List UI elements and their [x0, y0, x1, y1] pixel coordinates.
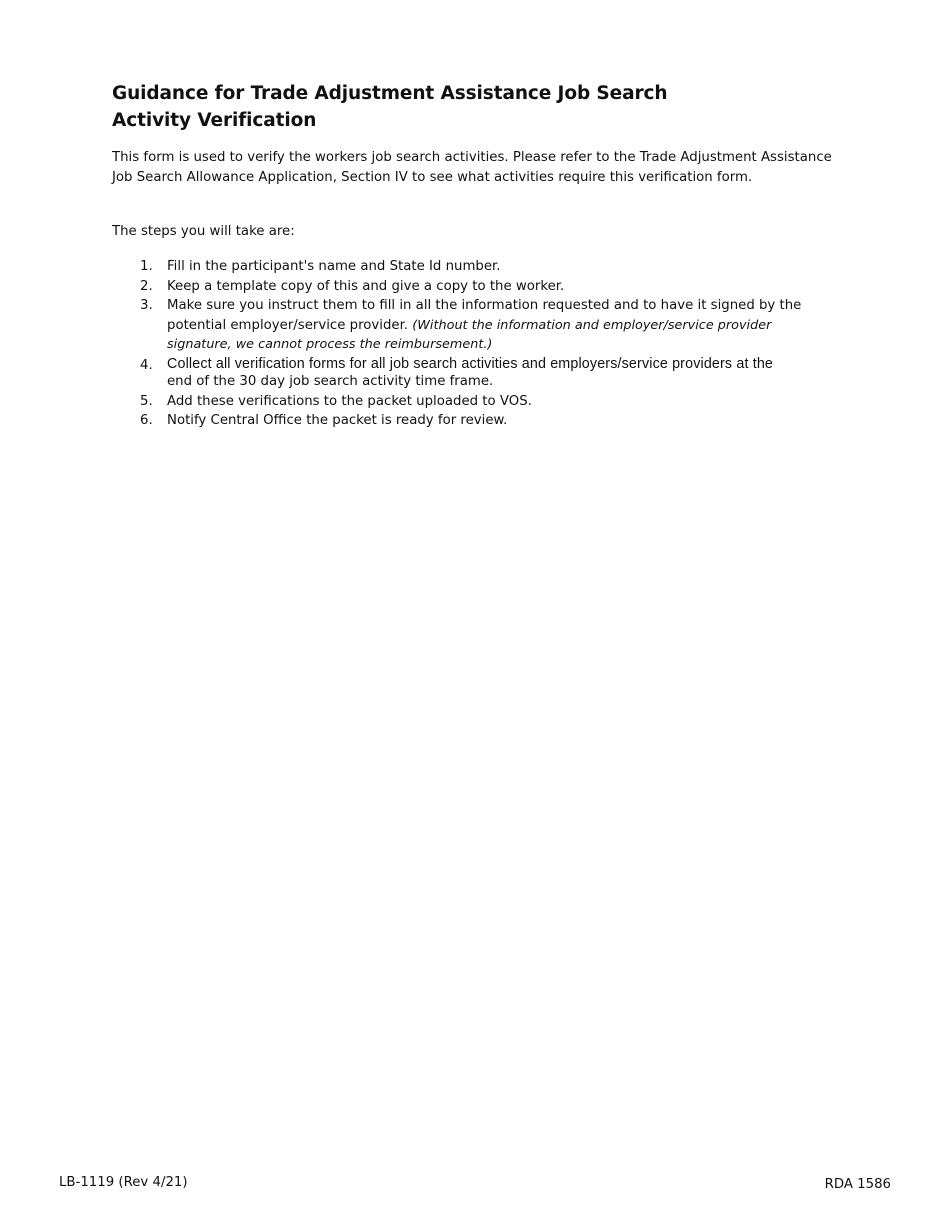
step-number: 6. — [140, 413, 153, 428]
step-note: (Without the information and employer/service provider signature, we cannot process the reimbursement.) — [167, 317, 772, 352]
step-text: Notify Central Office the packet is ready for review. — [167, 413, 508, 428]
page-title-line-1: Guidance for Trade Adjustment Assistance Job Search — [112, 83, 668, 104]
intro-paragraph: This form is used to verify the workers job search activities. Please refer to the Trade Adjustment Assistance Job Search Allowance Application, Section IV to see what activities require this verification form. — [112, 150, 832, 185]
step-number: 3. — [140, 298, 153, 313]
step-text: Keep a template copy of this and give a copy to the worker. — [167, 278, 565, 294]
step-text: Fill in the participant's name and State Id number. — [167, 259, 501, 274]
form-code: LB-1119 (Rev 4/21) — [59, 1175, 188, 1190]
step-text: end of the 30 day job search activity time frame. — [167, 373, 494, 389]
step-item-3 — [140, 296, 840, 355]
step-text-container — [167, 356, 840, 392]
step-item-5 — [140, 392, 840, 412]
step-text-container — [167, 296, 840, 355]
page-title-line-2: Activity Verification — [112, 110, 317, 131]
step-number: 2. — [140, 278, 153, 294]
step-item-4 — [140, 355, 840, 392]
step-item-2 — [140, 277, 840, 297]
step-number: 4. — [140, 357, 153, 373]
steps-heading: The steps you will take are: — [112, 224, 295, 239]
step-number: 1. — [140, 259, 153, 274]
step-text: Make sure you instruct them to fill in all the information requested and to have it signed by the potential employer/service provider. — [167, 298, 802, 333]
step-text: Add these verifications to the packet uploaded to VOS. — [167, 393, 532, 409]
rda-number: RDA 1586 — [824, 1177, 891, 1192]
page-title — [112, 80, 672, 134]
steps-list — [140, 257, 840, 431]
step-item-1 — [140, 257, 840, 277]
step-item-6 — [140, 411, 840, 431]
step-number: 5. — [140, 393, 153, 409]
step-lead-text: Collect all verification forms for all job search activities and employers/service providers at the — [167, 355, 774, 372]
